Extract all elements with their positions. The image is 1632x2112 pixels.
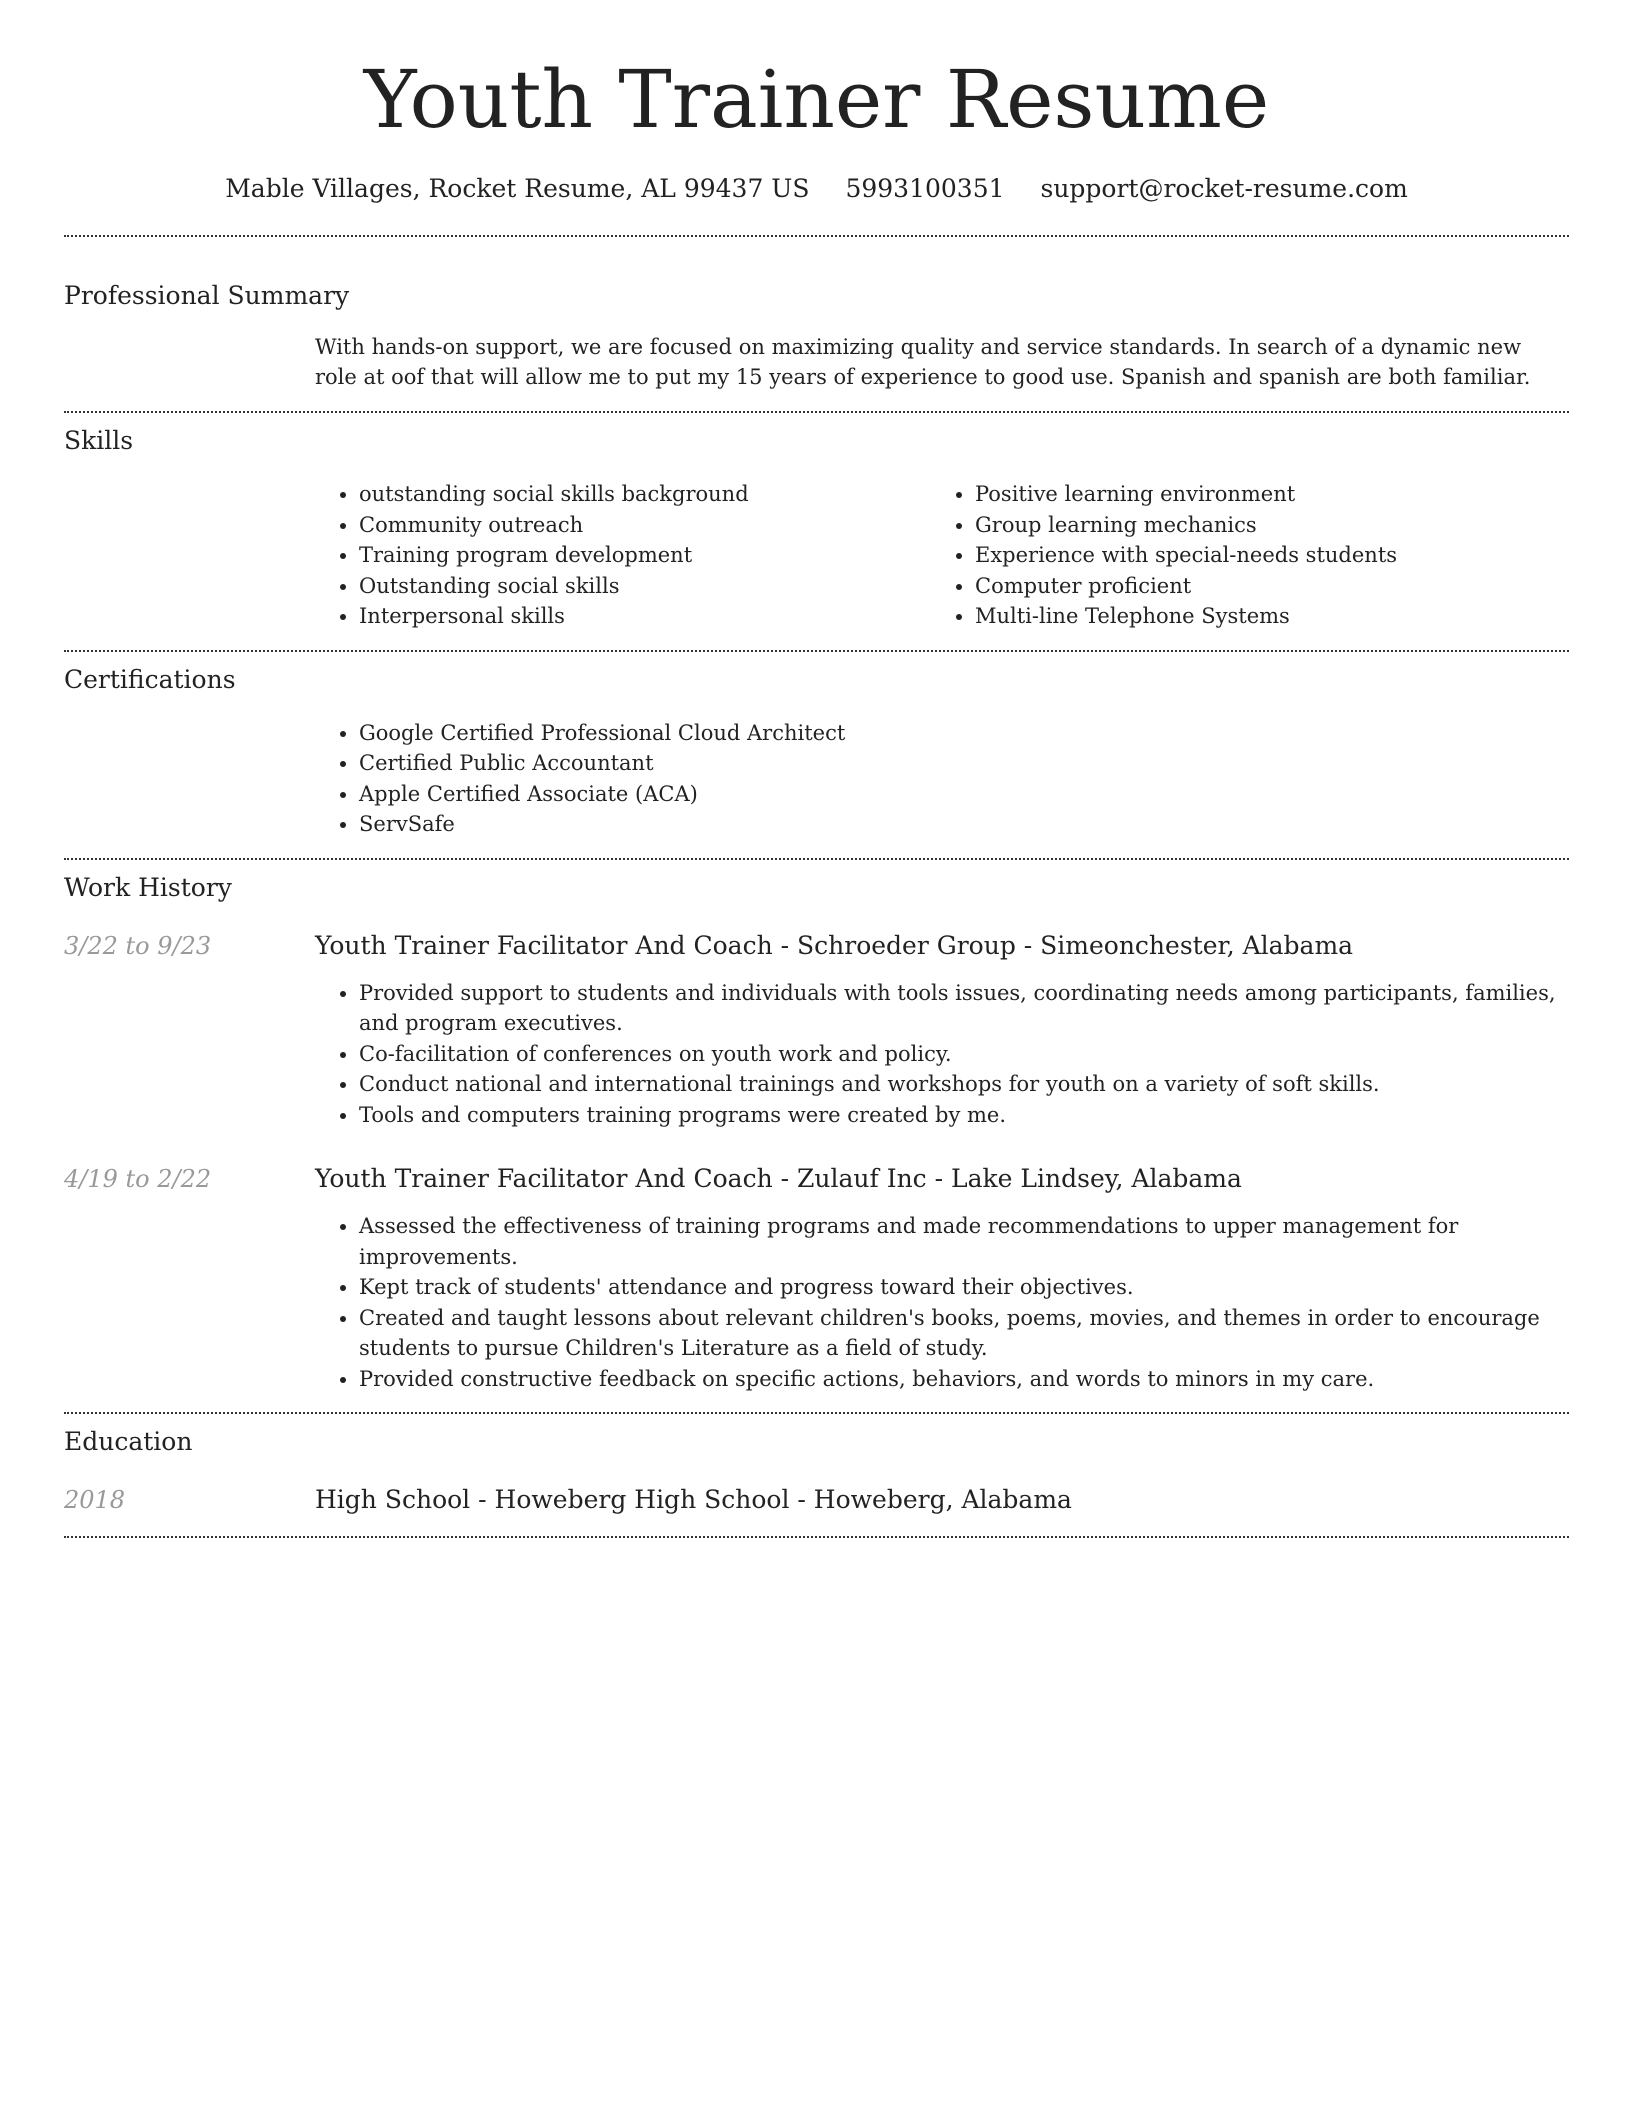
list-item: • Provided constructive feedback on specific actions, behaviors, and words to minors in my care. bbox=[359, 1364, 1569, 1395]
list-item: • Google Certified Professional Cloud Architect bbox=[359, 718, 1569, 749]
list-item: • ServSafe bbox=[359, 809, 1569, 840]
list-item: • Community outreach bbox=[359, 510, 931, 541]
section-heading: Certifications bbox=[64, 664, 236, 694]
list-item: • outstanding social skills background bbox=[359, 479, 931, 510]
job-bullets bbox=[315, 978, 1569, 1131]
job-details bbox=[315, 1211, 1569, 1394]
contact-line bbox=[64, 172, 1569, 206]
list-item: • Kept track of students' attendance and progress toward their objectives. bbox=[359, 1272, 1569, 1303]
list-item: • Interpersonal skills bbox=[359, 601, 931, 632]
list-item: • Certified Public Accountant bbox=[359, 748, 1569, 779]
list-item: • Training program development bbox=[359, 540, 931, 571]
list-item: • Provided support to students and individuals with tools issues, coordinating needs among participants, families, and program executives. bbox=[359, 978, 1569, 1039]
education-title: High School - Howeberg High School - Howeberg, Alabama bbox=[315, 1485, 1072, 1514]
skills-grid bbox=[315, 479, 1569, 632]
divider bbox=[64, 650, 1569, 652]
list-item: • Outstanding social skills bbox=[359, 571, 931, 602]
contact-email: support@rocket-resume.com bbox=[1040, 174, 1408, 203]
list-item: • Multi-line Telephone Systems bbox=[975, 601, 1547, 632]
certifications-list bbox=[315, 718, 1569, 840]
job-bullets bbox=[315, 1211, 1569, 1394]
divider bbox=[64, 411, 1569, 413]
list-item: • Conduct national and international trainings and workshops for youth on a variety of soft skills. bbox=[359, 1069, 1569, 1100]
section-education bbox=[64, 1426, 1569, 1516]
section-work-history bbox=[64, 872, 1569, 1395]
job-title: Youth Trainer Facilitator And Coach - Schroeder Group - Simeonchester, Alabama bbox=[315, 930, 1354, 960]
section-heading: Work History bbox=[64, 872, 232, 902]
section-heading: Professional Summary bbox=[64, 281, 350, 310]
job-date: 3/22 to 9/23 bbox=[64, 931, 212, 960]
list-item: • Tools and computers training programs were created by me. bbox=[359, 1100, 1569, 1131]
job-header bbox=[64, 930, 1569, 962]
education-date: 2018 bbox=[64, 1486, 126, 1514]
list-item: • Co-facilitation of conferences on youth work and policy. bbox=[359, 1039, 1569, 1070]
contact-address: Mable Villages, Rocket Resume, AL 99437 US bbox=[225, 174, 810, 203]
job-title: Youth Trainer Facilitator And Coach - Zulauf Inc - Lake Lindsey, Alabama bbox=[315, 1164, 1242, 1193]
skills-list-right bbox=[931, 479, 1547, 632]
list-item: • Computer proficient bbox=[975, 571, 1547, 602]
list-item: • Group learning mechanics bbox=[975, 510, 1547, 541]
job-entry bbox=[64, 1163, 1569, 1394]
contact-phone: 5993100351 bbox=[845, 174, 1005, 203]
list-item: • Created and taught lessons about relevant children's books, poems, movies, and themes in order to encourage students to pursue Children's Literature as a field of study. bbox=[359, 1303, 1569, 1364]
section-heading: Skills bbox=[64, 426, 134, 455]
summary-text: With hands-on support, we are focused on maximizing quality and service standards. In search of a dynamic new role at oof that will allow me to put my 15 years of experience to good use. Spanish and spanish are both familiar. bbox=[315, 335, 1531, 389]
job-header bbox=[64, 1163, 1569, 1195]
divider bbox=[64, 858, 1569, 860]
list-item: • Positive learning environment bbox=[975, 479, 1547, 510]
skills-list-left bbox=[315, 479, 931, 632]
resume-page bbox=[64, 0, 1569, 1538]
section-summary bbox=[64, 280, 1569, 392]
section-certifications bbox=[64, 664, 1569, 840]
list-item: • Assessed the effectiveness of training programs and made recommendations to upper management for improvements. bbox=[359, 1211, 1569, 1272]
education-entry bbox=[64, 1484, 1569, 1516]
section-skills bbox=[64, 425, 1569, 632]
divider bbox=[64, 1536, 1569, 1538]
list-item: • Experience with special-needs students bbox=[975, 540, 1547, 571]
divider bbox=[64, 1412, 1569, 1414]
list-item: • Apple Certified Associate (ACA) bbox=[359, 779, 1569, 810]
job-details bbox=[315, 978, 1569, 1131]
job-entry bbox=[64, 930, 1569, 1131]
page-title: Youth Trainer Resume bbox=[363, 53, 1270, 146]
job-date: 4/19 to 2/22 bbox=[64, 1165, 212, 1193]
section-heading: Education bbox=[64, 1427, 193, 1456]
certifications-content bbox=[315, 718, 1569, 840]
divider bbox=[64, 235, 1569, 237]
